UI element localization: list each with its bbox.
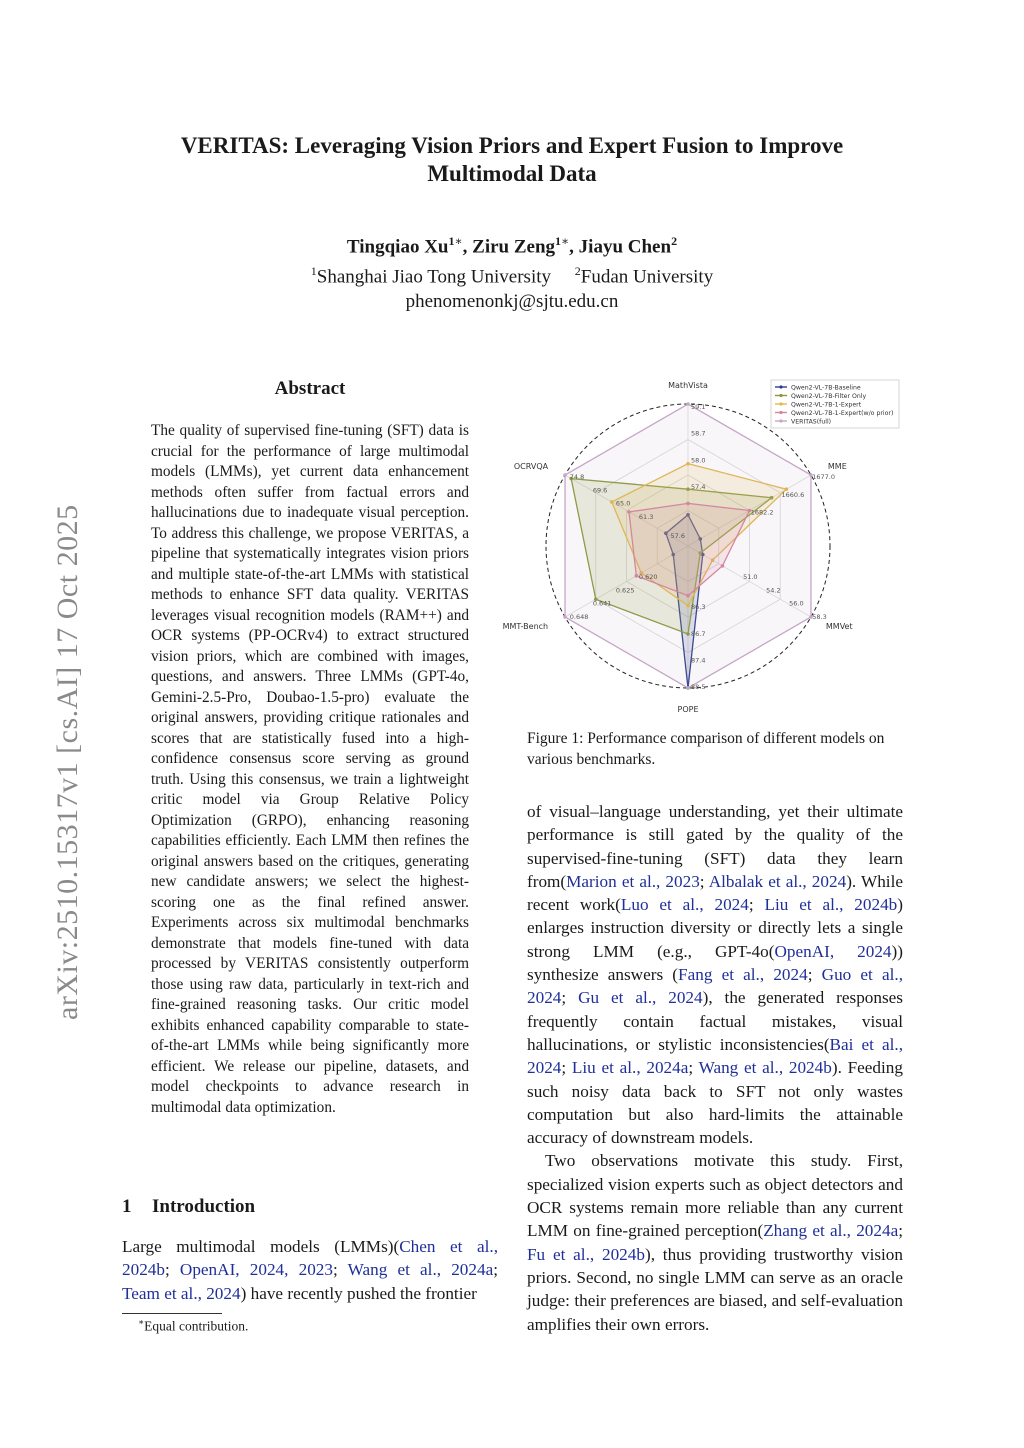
radar-tick-label: 65.0 <box>615 499 631 508</box>
radar-tick-label: 87.4 <box>691 656 706 665</box>
radar-tick-label: 0.641 <box>592 599 612 608</box>
citation-link[interactable]: Chen et al., 2024b <box>122 1237 498 1280</box>
abstract-text: The quality of supervised fine-tuning (SFT) data is crucial for the performance of large multimodal models (LMMs), yet current data enhancement methods often suffer from factual errors and hallucinations due to inadequate visual perception. To address this challenge, we propose VERITAS, a pipeline that systematically integrates vision priors and multiple state-of-the-art LMMs with statistical methods to enhance SFT data quality. VERITAS leverages visual recognition models (RAM++) and OCR systems (PP-OCRv4) to extract structured vision priors, which are combined with images, questions, and answers. Three LMMs (GPT-4o, Gemini-2.5-Pro, Doubao-1.5-pro) evaluate the original answers, providing critique rationales and scores that are statistically fused into a high-confidence consensus score serving as ground truth. Using this consensus, we train a lightweight critic model via Group Relative Policy Optimization (GRPO), enhancing reasoning capabilities efficiently. Each LMM then refines the original answers based on the critiques, generating new candidate answers; we select the highest-scoring one as the final refined answer. Experiments across six multimodal benchmarks demonstrate that models fine-tuned with data processed by VERITAS consistently outperform those using raw data, particularly in text-rich and fine-grained reasoning tasks. Our critic model exhibits enhanced capability comparable to state-of-the-art LMMs while being significantly more efficient. We release our pipeline, datasets, and model checkpoints to advance research in multimodal data optimization. <box>151 422 469 1116</box>
radar-axis-label: MMVet <box>825 622 853 631</box>
paragraph-text: of visual–language understanding, yet their ultimate performance is still gated by the quality of the supervised-fine-tuning (SFT) data they learn from( <box>527 802 903 891</box>
intro-text: Large multimodal models (LMMs)( <box>122 1237 400 1256</box>
radar-tick-label: 0.620 <box>638 573 658 582</box>
legend-marker <box>779 385 782 388</box>
equal-contribution-mark: ∗ <box>454 234 463 248</box>
radar-tick-label: 57.6 <box>670 532 685 540</box>
citation-link[interactable]: OpenAI, 2024 <box>774 941 892 961</box>
radar-tick-label: 58.7 <box>691 429 706 438</box>
legend-label: Qwen2-VL-7B-Baseline <box>791 384 861 392</box>
equal-contribution-mark: ∗ <box>561 234 570 248</box>
author-1: Tingqiao Xu <box>346 236 449 258</box>
title-line-2: Multimodal Data <box>427 161 597 186</box>
radar-tick-label: 51.0 <box>743 573 758 582</box>
citation-link[interactable]: Liu et al., 2024a <box>571 1058 689 1078</box>
citation-link[interactable]: Liu et al., 2024b <box>764 895 898 915</box>
legend-marker <box>779 394 782 397</box>
radar-tick-label: 0.625 <box>615 586 635 595</box>
footnote-text: Equal contribution. <box>144 1318 249 1334</box>
citation-link[interactable]: Wang et al., 2024a <box>347 1260 494 1280</box>
paragraph-text: ). While recent work( <box>527 871 903 915</box>
author-email: phenomenonkj@sjtu.edu.cn <box>405 290 619 312</box>
radar-axis-label: MMT-Bench <box>502 622 549 631</box>
radar-axis-label: POPE <box>677 705 699 714</box>
right-column-text <box>527 800 903 1336</box>
radar-tick-label: 61.3 <box>638 512 654 521</box>
citation-separator: ; <box>807 965 822 985</box>
radar-axis-label: MME <box>827 462 847 471</box>
affiliations <box>120 259 904 289</box>
citation-separator: ; <box>688 1058 699 1078</box>
author-3-affiliation: 2 <box>671 234 678 248</box>
legend-label: VERITAS(full) <box>791 418 832 426</box>
author-2: Ziru Zeng <box>472 236 556 258</box>
arxiv-identifier: arXiv:2510.15317v1 [cs.AI] 17 Oct 2025 <box>51 504 84 1020</box>
author-2-affiliation: 1 <box>555 234 562 248</box>
radar-data-point <box>563 615 567 619</box>
radar-tick-label: 1660.6 <box>781 490 805 499</box>
radar-tick-label: 56.0 <box>789 599 804 608</box>
radar-axis-label: MathVista <box>668 381 708 390</box>
citation-link[interactable]: Luo et al., 2024 <box>620 895 749 915</box>
citation-link[interactable]: OpenAI, 2024, 2023 <box>179 1260 333 1280</box>
paragraph-1 <box>527 800 903 1149</box>
radar-data-point <box>686 686 690 690</box>
paper-title <box>120 132 904 188</box>
section-title: Introduction <box>152 1196 256 1217</box>
legend-label: Qwen2-VL-7B-1-Expert <box>791 401 862 409</box>
citation-separator: ; <box>748 895 765 915</box>
citation-link[interactable]: Fu et al., 2024b <box>527 1244 645 1264</box>
citation-link[interactable]: Albalak et al., 2024 <box>708 871 847 891</box>
author-names: Tingqiao $Xu^{1∗}$, Ziru Zeng$^{1∗}$, Jiayu Chen$^2$ <box>346 234 678 258</box>
legend-marker <box>779 402 782 405</box>
section-heading-introduction <box>122 1196 255 1218</box>
radar-tick-label: 86.7 <box>691 629 706 638</box>
citation-link[interactable]: Team et al., 2024 <box>122 1283 241 1303</box>
radar-tick-label: 74.8 <box>569 473 585 481</box>
intro-paragraph <box>122 1235 498 1305</box>
paragraph-text: ), thus providing trustworthy vision priors. Second, no single LMM can serve as an oracle judge: their preferences are biased, and self-evaluation amplifies their own errors. <box>527 1244 903 1334</box>
legend-label: Qwen2-VL-7B-1-Expert(w/o prior) <box>791 409 894 417</box>
affiliation-2-mark: 2 <box>574 264 581 279</box>
affiliation-1: Shanghai Jiao Tong University <box>316 266 551 288</box>
paragraph-text: )) synthesize answers ( <box>527 941 903 985</box>
citation-link[interactable]: Gu et al., 2024 <box>578 988 703 1008</box>
citation-separator: ; <box>898 1221 903 1241</box>
radar-data-point <box>563 473 567 477</box>
radar-tick-label: 58.0 <box>691 456 706 465</box>
radar-axis-label: OCRVQA <box>513 462 549 471</box>
radar-data-point <box>686 402 690 406</box>
legend-marker <box>779 411 782 414</box>
arxiv-sidebar <box>28 430 84 1020</box>
citation-link[interactable]: Zhang et al., 2024a <box>763 1221 899 1241</box>
radar-tick-label: 69.6 <box>592 486 608 495</box>
affiliation-2: Fudan University <box>580 266 714 288</box>
legend-label: Qwen2-VL-7B-Filter Only <box>791 392 867 400</box>
citation-link[interactable]: Wang et al., 2024b <box>698 1058 832 1078</box>
radar-tick-label: 57.4 <box>691 482 706 491</box>
radar-tick-label: 0.648 <box>569 613 589 621</box>
paragraph-2 <box>527 1149 903 1335</box>
intro-text: ) have recently pushed the frontier <box>240 1283 477 1303</box>
author-block <box>120 229 904 314</box>
radar-chart <box>502 378 903 714</box>
citation-link[interactable]: Fang et al., 2024 <box>678 965 808 985</box>
citation-link[interactable]: Marion et al., 2023 <box>566 871 700 891</box>
citation-separator: ; <box>332 1260 348 1280</box>
author-3: Jiayu Chen <box>578 236 672 258</box>
radar-tick-label: 54.2 <box>766 586 781 595</box>
author-1-affiliation: 1 <box>448 234 455 248</box>
paragraph-text: ), the generated responses frequently contain factual mistakes, visual hallucinations, or stylistic inconsistencies( <box>527 988 903 1054</box>
paragraph-text: ). Feeding such noisy data back to SFT not only wastes computation but also hard-limits the attainable accuracy of downstream models. <box>527 1058 903 1148</box>
citation-separator: ; <box>561 988 579 1008</box>
citation-link[interactable]: Guo et al., 2024 <box>527 965 903 1008</box>
paragraph-text: ) enlarges instruction diversity or directly lets a single strong LMM (e.g., GPT-4o( <box>527 895 903 961</box>
radar-tick-label: 58.3 <box>812 613 827 621</box>
abstract-heading: Abstract <box>274 378 346 399</box>
radar-tick-label: 86.3 <box>691 603 706 612</box>
footnote-mark: ∗ <box>138 1317 145 1327</box>
citation-separator: ; <box>164 1260 180 1280</box>
radar-tick-label: 59.1 <box>691 403 706 411</box>
legend-marker <box>779 419 782 422</box>
citation-separator: ; <box>699 871 709 891</box>
footnote-divider <box>122 1313 222 1314</box>
title-line-1: VERITAS: Leveraging Vision Priors and Expert Fusion to Improve <box>180 133 844 158</box>
radar-tick-label: 88.5 <box>691 683 706 691</box>
radar-tick-label: 1677.0 <box>812 473 835 481</box>
figure-1 <box>502 378 903 714</box>
citation-link[interactable]: Bai et al., 2024 <box>527 1034 903 1078</box>
affiliation-1-mark: 1 <box>310 264 317 279</box>
footnote <box>138 1317 248 1335</box>
citation-separator: ; <box>561 1058 572 1078</box>
paragraph-text: Two observations motivate this study. First, specialized vision experts such as object detectors and OCR systems remain more reliable than any current LMM on fine-grained perception( <box>527 1151 903 1241</box>
section-number: 1 <box>122 1196 132 1217</box>
figure-caption: Figure 1: Performance comparison of different models on various benchmarks. <box>527 730 885 768</box>
radar-series-area <box>565 404 811 688</box>
citation-separator: ; <box>493 1260 498 1280</box>
radar-tick-label: 1682.2 <box>750 508 774 517</box>
